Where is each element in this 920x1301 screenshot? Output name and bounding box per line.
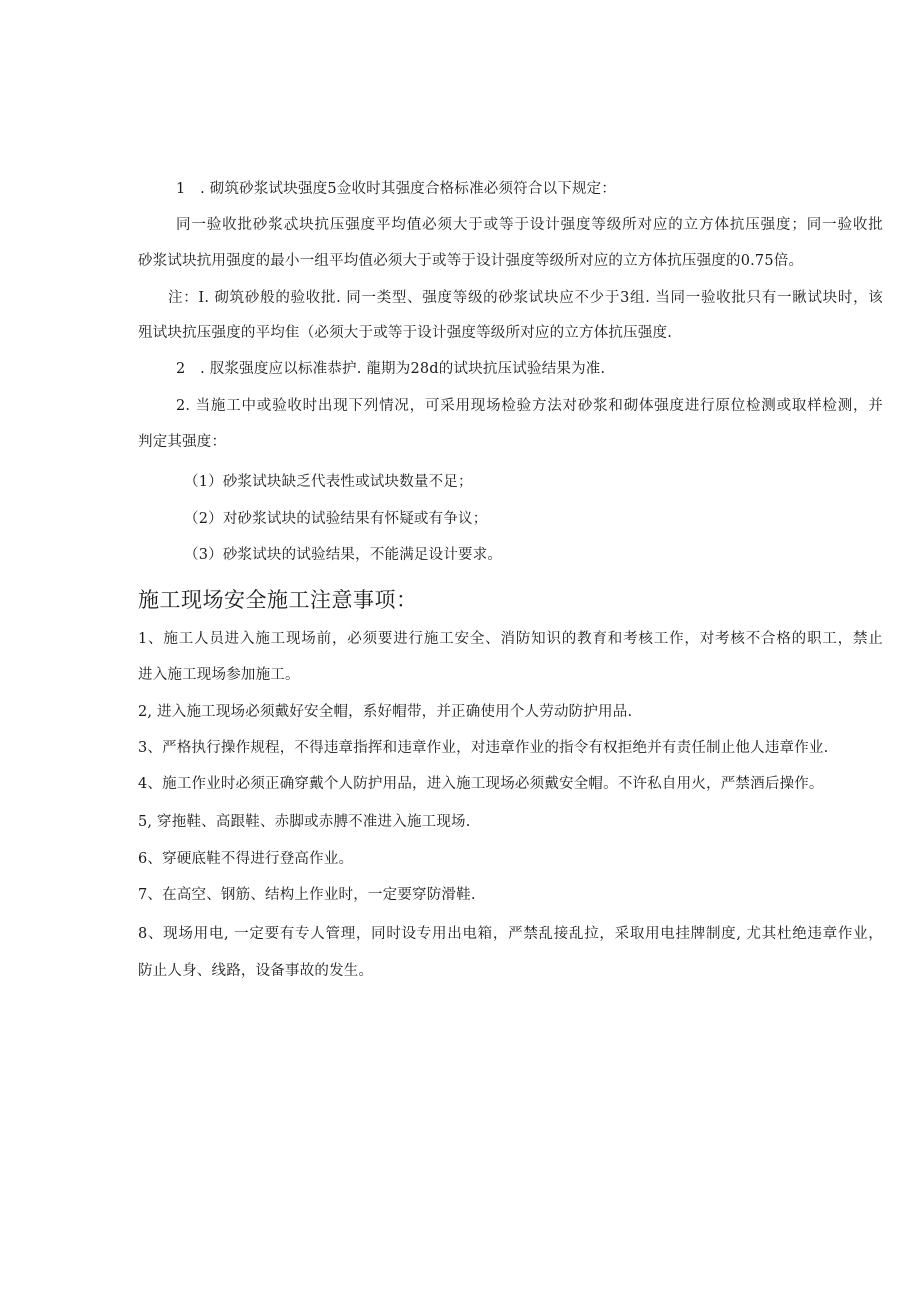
section-heading: 施工现场安全施工注意事项： xyxy=(138,588,418,612)
paragraph-1-line-1: 同一验收批砂浆忒块抗压强度平均值必须大于或等于设计强度等级所对应的立方体抗压强度；同一验收批 xyxy=(176,217,883,233)
sub-item-2: （2）对砂浆试块的试验结果有怀疑或有争议； xyxy=(184,511,488,527)
item-1: 1 . 砌筑砂浆试块强度5佥收时其强度合格标准必须符合以下规定： xyxy=(176,181,617,197)
sub-item-3: （3）砂浆试块的试验结果，不能满足设计要求。 xyxy=(184,547,503,563)
rule-6: 6、穿硬底鞋不得进行登高作业。 xyxy=(138,851,354,867)
rule-8-line-2: 防止人身、线路，设备事故的发生。 xyxy=(138,963,374,979)
rule-7: 7、在高空、钢筋、结构上作业时，一定要穿防滑鞋. xyxy=(138,887,476,903)
rule-3: 3、严格执行操作规程，不得违章指挥和违章作业，对违章作业的指令有权拒绝并有责任制止他人违章作业. xyxy=(138,740,829,756)
item-3-line-1: 2. 当施工中或验收时出现下列情况，可采用现场检验方法对砂浆和砌体强度进行原位检测或取样检测，并 xyxy=(176,398,883,414)
paragraph-1-line-2: 砂浆试块抗用强度的最小一组平均值必须大于或等于设计强度等级所对应的立方体抗压强度的0.75倍。 xyxy=(138,253,804,269)
rule-2: 2, 进入施工现场必须戴好安全帽，系好帽带，并正确使用个人劳动防护用品. xyxy=(138,704,633,720)
rule-1-line-1: 1、施工人员进入施工现场前，必须要进行施工安全、消防知识的教育和考核工作，对考核不合格的职工，禁止 xyxy=(138,631,883,647)
rule-1-line-2: 进入施工现场参加施工。 xyxy=(138,667,300,683)
note-line-2: 殂试块抗压强度的平均隹（必须大于或等于设计强度等级所对应的立方体抗压强度. xyxy=(138,325,673,341)
rule-8-line-1: 8、现场用电, 一定要有专人管理，同时设专用出电箱，严禁乱接乱拉，采取用电挂牌制度, 尤其杜绝违章作业， xyxy=(138,926,883,942)
note-line-1: 注：I. 砌筑砂般的验收批. 同一类型、强度等级的砂浆试块应不少于3组. 当同一验收批只有一瞅试块时，该 xyxy=(168,290,883,306)
rule-4: 4、施工作业时必须正确穿戴个人防护用品，进入施工现场必须戴安全帽。不许私自用火，严禁酒后操作。 xyxy=(138,776,824,792)
item-3-line-2: 判定其强度： xyxy=(138,434,227,450)
item-2: 2 . 肞浆强度应以标准恭护. 龍期为28d的试块抗压试验结果为准. xyxy=(176,361,606,377)
rule-5: 5, 穿拖鞋、高跟鞋、赤脚或赤膊不准进入施工现场. xyxy=(138,814,471,830)
sub-item-1: （1）砂浆试块缺乏代表性或试块数量不足； xyxy=(184,474,473,490)
